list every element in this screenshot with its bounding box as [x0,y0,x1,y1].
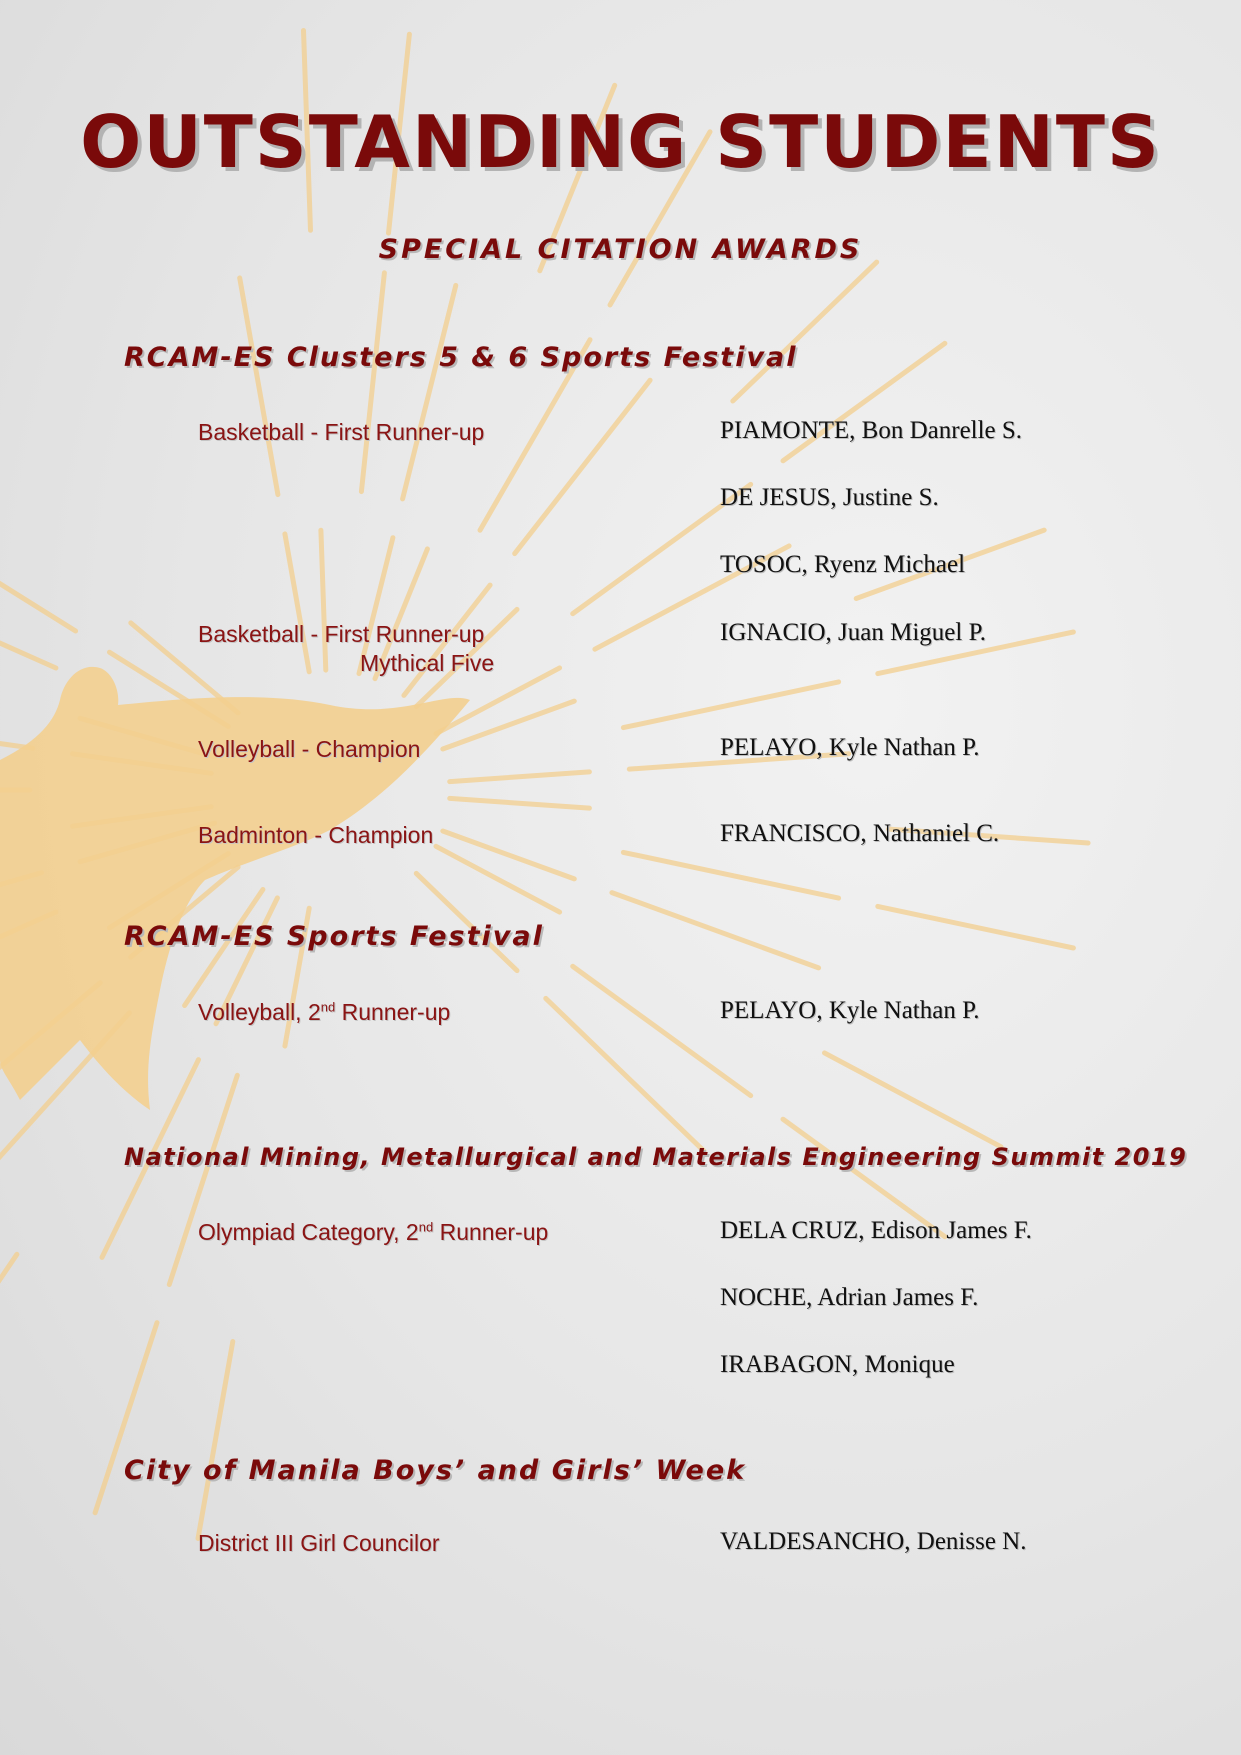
awardee-name: DELA CRUZ, Edison James F. [720,1217,1032,1244]
award-category: District III Girl Councilor [198,1530,440,1556]
award-category [198,1219,548,1246]
page-subtitle: SPECIAL CITATION AWARDS [378,234,863,265]
page-title: OUTSTANDING STUDENTS [80,100,1161,184]
section-title-rcam-es-sports-festival: RCAM-ES Sports Festival [124,921,544,952]
awardee-name: TOSOC, Ryenz Michael [720,551,966,578]
award-category-text: Runner-up [335,999,451,1025]
award-category-line2: Mythical Five [360,650,495,676]
ordinal-suffix: nd [320,999,336,1015]
awardee-name: PIAMONTE, Bon Danrelle S. [720,417,1023,444]
ordinal-suffix: nd [418,1219,434,1235]
awardee-name: IGNACIO, Juan Miguel P. [720,619,986,646]
awardee-name: DE JESUS, Justine S. [720,484,939,511]
award-category-text: Volleyball, 2 [198,999,321,1025]
awardee-name: PELAYO, Kyle Nathan P. [720,734,980,761]
section-title-rcam-es-clusters: RCAM-ES Clusters 5 & 6 Sports Festival [124,342,798,373]
awardee-name: NOCHE, Adrian James F. [720,1284,979,1311]
section-title-city-of-manila: City of Manila Boys’ and Girls’ Week [124,1455,747,1486]
section-title-mining-summit: National Mining, Metallurgical and Materials Engineering Summit 2019 [124,1143,1188,1171]
award-category-text: Olympiad Category, 2 [198,1219,419,1245]
award-category: Basketball - First Runner-up [198,621,485,647]
award-category: Volleyball - Champion [198,736,421,762]
awardee-name: FRANCISCO, Nathaniel C. [720,820,1000,847]
awardee-name: PELAYO, Kyle Nathan P. [720,997,980,1024]
award-category [198,999,450,1026]
award-category: Basketball - First Runner-up [198,419,485,445]
award-category: Badminton - Champion [198,822,434,848]
awardee-name: VALDESANCHO, Denisse N. [720,1528,1027,1555]
awardee-name: IRABAGON, Monique [720,1351,955,1378]
award-category-text: Runner-up [433,1219,549,1245]
